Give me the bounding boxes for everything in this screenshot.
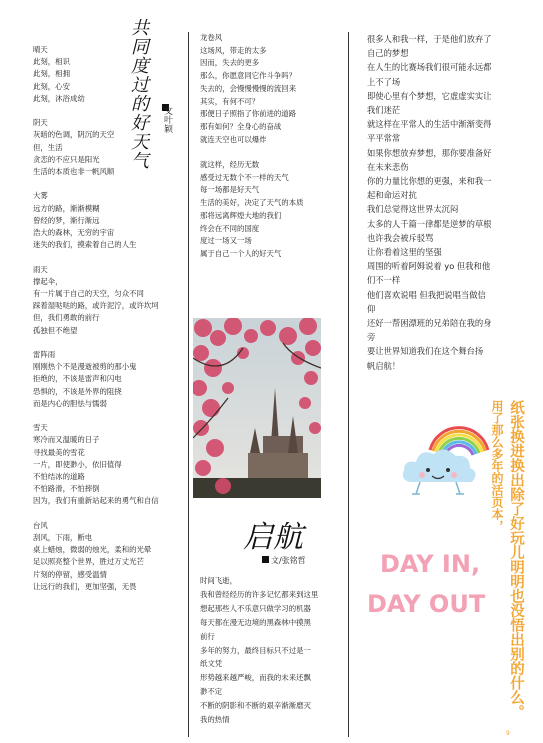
text-line: 每一场都是好天气 (200, 185, 260, 195)
article1-byline: 文叶颖 (162, 106, 172, 133)
article2-title: 启航 (243, 520, 303, 555)
day-in-heading: DAY IN, (380, 550, 481, 578)
column-1 (0, 0, 188, 743)
text-line: 而是内心的胆怯与懦弱 (33, 398, 107, 408)
text-line: 雷阵雨 (33, 350, 56, 359)
text-line: 不断的阴影和不断的艰辛渐渐磨灭 (200, 701, 311, 711)
text-line: 仰 (367, 303, 376, 314)
text-line: 感受过无数个不一样的天气 (200, 172, 289, 182)
text-line: 如果你想放弃梦想，那你要准备好 (367, 147, 492, 158)
text-line: 那么，你愿意同它作斗争吗？ (200, 71, 297, 81)
text-line: 雨天 (33, 264, 48, 274)
text-line: 自己的梦想 (367, 48, 409, 59)
text-line: 很多人和我一样，于是他们放弃了 (367, 34, 492, 44)
text-line: 太多的人千篇一律都是逆梦的草根 (367, 218, 492, 229)
text-line: 上不了场 (367, 76, 401, 87)
text-line: 我和曾经经历的许多记忆都来到这里 (200, 589, 319, 599)
text-line: 寒冷而又温暖的日子 (33, 435, 100, 445)
text-line: 想起那些人不乐意只做学习的机器 (200, 603, 311, 613)
text-line: 寻找最美的雪花 (33, 447, 85, 457)
text-line: 让远行的我们，更加坚强，无畏 (33, 581, 137, 591)
text-line: 晴天 (33, 45, 48, 54)
text-line: 其实，有何不可？ (200, 96, 260, 106)
text-line: 因为，我们有重新站起来的勇气和自信 (33, 496, 159, 506)
text-line: 就这样在平常人的生活中渐渐变得 (367, 119, 492, 130)
text-line: 龙卷风 (200, 33, 223, 42)
text-line: 即使心里有个梦想，它虚虚实实让 (367, 90, 492, 101)
text-line: 终会在不同的国度 (200, 223, 260, 233)
text-line: 那有如何？全身心的奋战 (200, 121, 282, 131)
text-line: 此刻，心安 (33, 81, 70, 91)
column-divider (188, 32, 189, 737)
text-line: 属于自己一个人的好天气 (200, 248, 282, 258)
text-line: 但，我们勇敢的前行 (33, 313, 100, 323)
text-line: 就连天空也可以爆炸 (200, 134, 267, 144)
text-line: 失去的，会慢慢慢慢的流回来 (200, 83, 297, 93)
text-line: 灰暗的色调，阴沉的天空 (33, 130, 115, 140)
text-line: 多年的努力，最终目标只不过是一 (200, 645, 311, 655)
day-out-heading: DAY OUT (367, 590, 486, 618)
text-line: 撑起伞， (33, 276, 63, 286)
text-line: 还好一帮困漂班的兄弟陪在我的身 (367, 318, 492, 328)
text-line: 我们迷茫 (367, 105, 401, 115)
text-line: 台风 (33, 520, 48, 530)
text-line: 桌上蜡烛，微弱的烛光，柔和的光晕 (33, 545, 152, 555)
vertical-note-right: 纸张换进换出除了好玩儿明明也没悟出别的什么。 (508, 400, 524, 719)
text-line: 贪恋的不应只是阳光 (33, 154, 100, 164)
text-line: 纸文凭 (200, 659, 223, 669)
text-line: 远方的路，渐渐模糊 (33, 203, 100, 213)
text-line: 前行 (200, 631, 215, 641)
text-line: 生活的美好，决定了天气的本质 (200, 198, 304, 208)
text-line: 孤独但不绝望 (33, 325, 78, 335)
text-line: 此刻，沐浴成幼 (33, 93, 85, 103)
text-line: 生活的本质也非一帆风顺 (33, 167, 115, 176)
page-number: 9 (506, 730, 510, 737)
text-line: 一片，即使渺小，依旧值得 (33, 459, 122, 469)
text-line: 度过一场又一场 (200, 236, 252, 246)
text-line: 不怕结冰的道路 (33, 472, 85, 481)
text-line: 雪天 (33, 423, 48, 433)
text-line: 此刻，相拥 (33, 69, 70, 79)
column-divider (348, 32, 349, 737)
text-line: 周围的听着阿姆说着 yo 但我和他 (367, 261, 491, 272)
text-line: 那将远离辉煌大地的我们 (200, 210, 282, 220)
text-line: 那便日子照指了你前进的道路 (200, 109, 297, 119)
text-line: 刚刚热个不是漫逝被剪的那小鬼 (33, 362, 137, 372)
text-line: 也许我会被斥驳骂 (367, 232, 434, 243)
text-line: 片刻的停留，感受温情 (33, 569, 107, 579)
castle-photo (193, 318, 321, 498)
text-line: 这场风，带走的太多 (200, 45, 267, 55)
text-line: 大雾 (33, 191, 48, 201)
text-line: 你的力量比你想的更强，来和我一 (367, 176, 492, 186)
text-line: 曾经的梦，渐行渐远 (33, 215, 100, 225)
article2-byline: 文/张铭哲 (262, 555, 306, 566)
text-line: 在未来悲伤 (367, 161, 409, 172)
article1-title: 共同度过的好天气 (128, 18, 149, 170)
text-line: 此刻，相识 (33, 57, 70, 67)
text-line: 不怕路滑，不怕摔倒 (33, 484, 100, 494)
vertical-note-left: 用了那么多年的活页本， (490, 400, 504, 532)
text-line: 渺不定 (200, 687, 223, 697)
text-line: 足以照亮整个世界，胜过万丈光芒 (33, 557, 144, 567)
text-line: 拒绝的，不该是雷声和闪电 (33, 374, 122, 384)
text-line: 他们喜欢说唱 但我把说唱当做信 (367, 289, 486, 300)
text-line: 因而，失去的更多 (200, 58, 260, 68)
text-line: 平平常常 (367, 133, 401, 144)
text-line: 有一片属于自己的天空，匀众不同 (33, 289, 144, 298)
text-line: 恐惧的，不该是外界的阻挠 (33, 386, 122, 396)
rainbow-cloud-illustration (400, 420, 490, 504)
text-line: 我们总觉得这世界太沉闷 (367, 204, 459, 215)
text-line: 让你看着这里的坚强 (367, 247, 442, 257)
text-line: 要让世界知道我们在这个舞台扬 (367, 346, 484, 357)
text-line: 我的热情 (200, 715, 230, 724)
text-line: 形势越来越严峻，而我的未来还飘 (200, 673, 311, 683)
text-line: 但，生活 (33, 142, 63, 152)
text-line: 每天都在漫无边境的黑森林中摸黑 (200, 617, 311, 627)
text-line: 起和命运对抗 (367, 190, 417, 201)
text-line: 浩大的森林，无穷的宇宙 (33, 228, 115, 237)
text-line: 迷失的我们，摸索着自己的人生 (33, 240, 137, 250)
text-line: 踩着湿哒哒的路，或许泥泞，或许坎坷 (33, 301, 159, 311)
text-line: 旁 (367, 332, 376, 343)
text-line: 们不一样 (367, 275, 401, 286)
text-line: 刮风，下雨，断电 (33, 533, 93, 542)
text-line: 阴天 (33, 118, 48, 128)
text-line: 帆启航！ (367, 360, 401, 371)
text-line: 在人生的比赛场我们很可能永远都 (367, 62, 492, 73)
text-line: 时间飞逝， (200, 576, 237, 585)
text-line: 就这样，经历无数 (200, 160, 260, 169)
